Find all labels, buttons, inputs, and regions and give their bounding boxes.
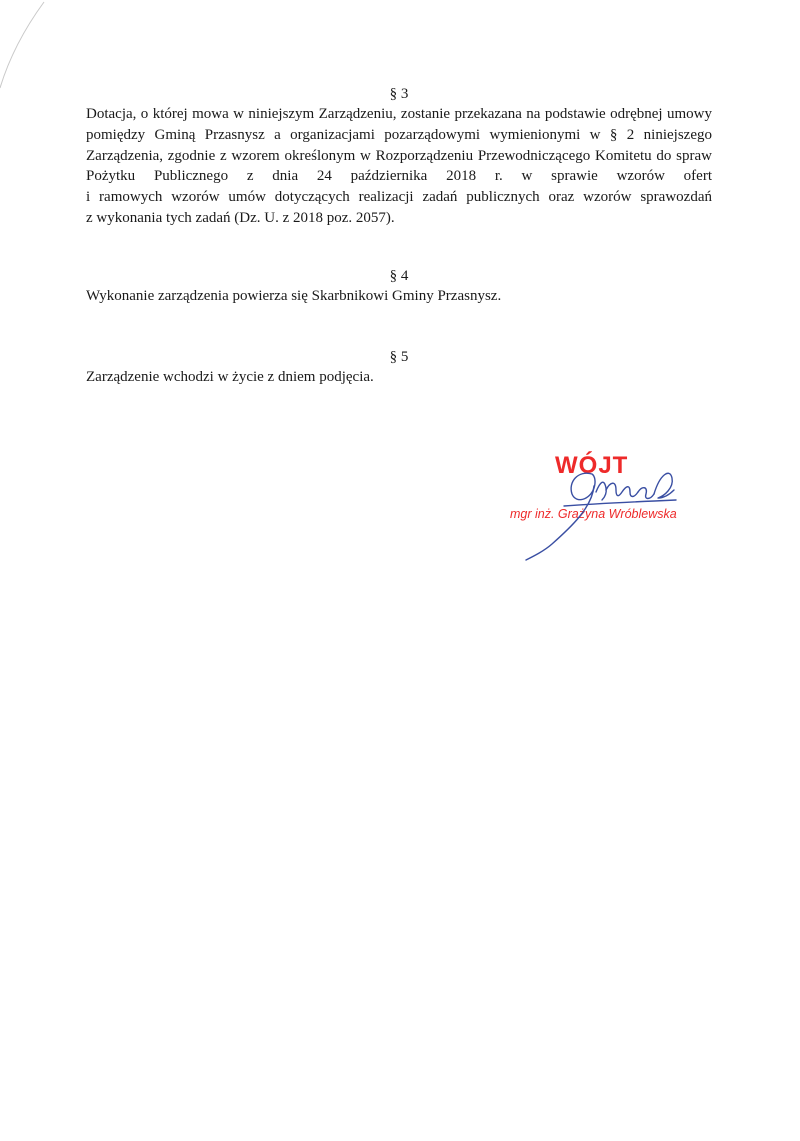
official-stamp [500,448,720,568]
section-5-text: Zarządzenie wchodzi w życie z dniem podjęcia. [86,369,374,385]
section-3-line: pomiędzy Gminą Przasnysz a organizacjami pozarządowymi wymienionymi w § 2 niniejszego [86,126,712,143]
section-4-text: Wykonanie zarządzenia powierza się Skarbnikowi Gminy Przasnysz. [86,288,502,304]
section-4 [86,266,712,307]
stamp-title: WÓJT [555,452,629,479]
section-3-line: Zarządzenia, zgodnie z wzorem określonym w Rozporządzeniu Przewodniczącego Komitetu do spraw [86,147,712,164]
section-3-line: Pożytku Publicznego z dnia 24 października 2018 r. w sprawie wzorów ofert [86,168,712,185]
scan-edge-mark [0,0,60,90]
section-5 [86,347,712,388]
section-3 [86,84,712,229]
stamp-name: mgr inż. Grażyna Wróblewska [510,507,677,521]
section-3-line: Dotacja, o której mowa w niniejszym Zarządzeniu, zostanie przekazana na podstawie odrębnej umowy [86,106,712,122]
section-3-line: i ramowych wzorów umów dotyczących realizacji zadań publicznych oraz wzorów sprawozdań [86,189,712,206]
section-4-number: § 4 [389,268,409,284]
section-3-line: z wykonania tych zadań (Dz. U. z 2018 poz. 2057). [86,209,395,226]
section-5-number: § 5 [389,349,409,365]
handwritten-signature [500,448,720,568]
section-3-number: § 3 [389,86,409,102]
section-3-text [86,104,712,229]
